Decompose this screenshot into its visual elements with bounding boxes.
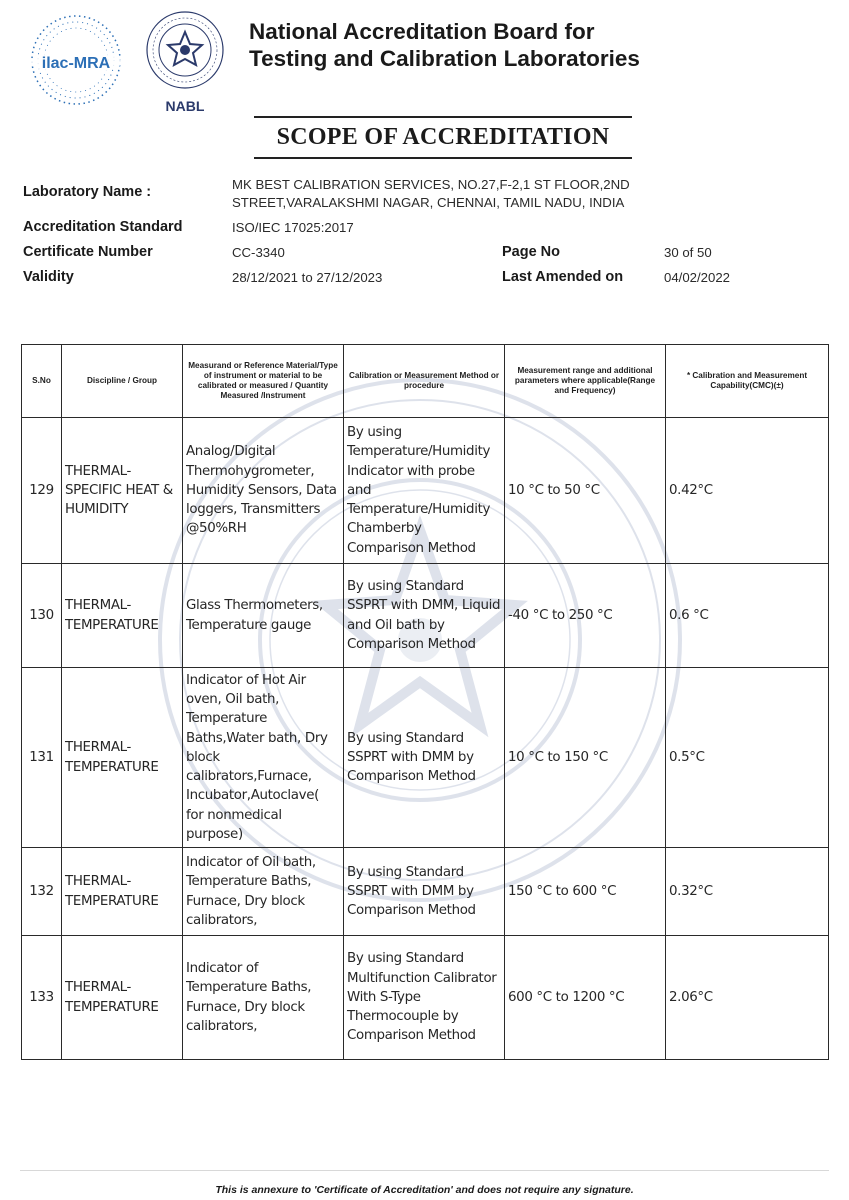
cell-range: -40 °C to 250 °C (505, 564, 666, 668)
lab-name-value (232, 176, 630, 212)
last-amended-label: Last Amended on (502, 269, 624, 285)
standard-label: Accreditation Standard (23, 219, 183, 235)
last-amended-value: 04/02/2022 (664, 270, 731, 285)
cell-range: 150 °C to 600 °C (505, 848, 666, 936)
cell-discipline: THERMAL- SPECIFIC HEAT & HUMIDITY (62, 418, 183, 564)
footer-note: This is annexure to 'Certificate of Accreditation' and does not require any signature. (215, 1184, 634, 1196)
header-method: Calibration or Measurement Method or procedure (344, 345, 505, 418)
header-discipline: Discipline / Group (62, 345, 183, 418)
table-header-row (22, 345, 829, 418)
table-row (22, 848, 829, 936)
cell-discipline: THERMAL- TEMPERATURE (62, 564, 183, 668)
cell-sno: 132 (22, 848, 62, 936)
table-row (22, 418, 829, 564)
scope-title: SCOPE OF ACCREDITATION (254, 116, 632, 159)
scope-table (21, 344, 829, 1060)
cell-method: By using Temperature/Humidity Indicator with probe and Temperature/Humidity Chamberby Comparison Method (344, 418, 505, 564)
cell-sno: 129 (22, 418, 62, 564)
ilac-logo-text: ilac-MRA (41, 55, 111, 72)
organization-name (249, 18, 809, 72)
validity-value: 28/12/2021 to 27/12/2023 (232, 270, 383, 285)
footer-divider (20, 1170, 829, 1171)
cell-measurand: Indicator of Oil bath, Temperature Baths, Furnace, Dry block calibrators, (183, 848, 344, 936)
cell-discipline: THERMAL- TEMPERATURE (62, 936, 183, 1060)
certificate-value: CC-3340 (232, 245, 285, 260)
nabl-logo (140, 8, 230, 120)
org-name-line1: National Accreditation Board for (249, 19, 595, 44)
cell-discipline: THERMAL- TEMPERATURE (62, 668, 183, 848)
ilac-mra-logo (28, 12, 124, 108)
header-sno: S.No (22, 345, 62, 418)
cell-cmc: 0.42°C (666, 418, 829, 564)
standard-value: ISO/IEC 17025:2017 (232, 220, 354, 235)
cell-range: 10 °C to 50 °C (505, 418, 666, 564)
cell-sno: 130 (22, 564, 62, 668)
cell-measurand: Glass Thermometers, Temperature gauge (183, 564, 344, 668)
cell-cmc: 2.06°C (666, 936, 829, 1060)
header-cmc: * Calibration and Measurement Capability(CMC)(±) (666, 345, 829, 418)
cell-discipline: THERMAL- TEMPERATURE (62, 848, 183, 936)
table-row (22, 668, 829, 848)
table-row (22, 564, 829, 668)
cell-sno: 133 (22, 936, 62, 1060)
nabl-logo-text: NABL (165, 98, 205, 114)
cell-measurand: Indicator of Temperature Baths, Furnace, Dry block calibrators, (183, 936, 344, 1060)
cell-cmc: 0.5°C (666, 668, 829, 848)
cell-method: By using Standard SSPRT with DMM by Comparison Method (344, 668, 505, 848)
certificate-label: Certificate Number (23, 244, 153, 260)
cell-method: By using Standard SSPRT with DMM by Comparison Method (344, 848, 505, 936)
org-name-line2: Testing and Calibration Laboratories (249, 46, 640, 71)
cell-method: By using Standard SSPRT with DMM, Liquid and Oil bath by Comparison Method (344, 564, 505, 668)
page-no-value: 30 of 50 (664, 245, 712, 260)
table-row (22, 936, 829, 1060)
header-measurand: Measurand or Reference Material/Type of instrument or material to be calibrated or measured / Quantity Measured /Instrument (183, 345, 344, 418)
cell-measurand: Indicator of Hot Air oven, Oil bath, Temperature Baths,Water bath, Dry block calibrators,Furnace, Incubator,Autoclave( for nonmedical purpose) (183, 668, 344, 848)
header-range: Measurement range and additional parameters where applicable(Range and Frequency) (505, 345, 666, 418)
cell-range: 10 °C to 150 °C (505, 668, 666, 848)
cell-sno: 131 (22, 668, 62, 848)
lab-name-line1: MK BEST CALIBRATION SERVICES, NO.27,F-2,1 ST FLOOR,2ND (232, 177, 630, 192)
cell-range: 600 °C to 1200 °C (505, 936, 666, 1060)
cell-measurand: Analog/Digital Thermohygrometer, Humidity Sensors, Data loggers, Transmitters @50%RH (183, 418, 344, 564)
cell-cmc: 0.32°C (666, 848, 829, 936)
cell-method: By using Standard Multifunction Calibrator With S-Type Thermocouple by Comparison Method (344, 936, 505, 1060)
lab-name-label: Laboratory Name : (23, 184, 152, 200)
page-no-label: Page No (502, 244, 561, 260)
lab-name-line2: STREET,VARALAKSHMI NAGAR, CHENNAI, TAMIL NADU, INDIA (232, 195, 625, 210)
cell-cmc: 0.6 °C (666, 564, 829, 668)
validity-label: Validity (23, 269, 74, 285)
